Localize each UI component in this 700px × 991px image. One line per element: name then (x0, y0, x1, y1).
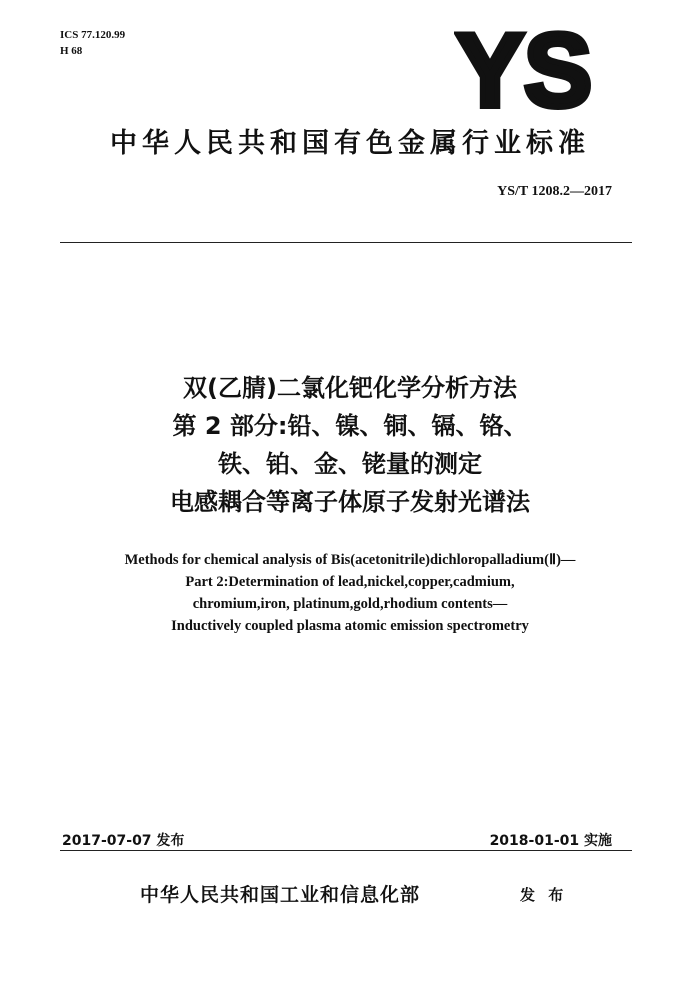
chinese-title-line: 第 2 部分:铅、镍、铜、镉、铬、 (172, 412, 528, 440)
english-title (0, 549, 700, 637)
bottom-divider (60, 850, 632, 851)
english-title-line: chromium,iron, platinum,gold,rhodium contents— (192, 596, 508, 612)
classification-codes (60, 27, 125, 59)
chinese-title-line: 双(乙腈)二氯化钯化学分析方法 (183, 374, 517, 402)
publication-date: 2017-07-07 发布 (62, 833, 185, 849)
chinese-title (0, 369, 700, 521)
implementation-date: 2018-01-01 实施 (489, 833, 612, 849)
ccs-code: H 68 (60, 45, 83, 57)
logo-text: YS (456, 20, 592, 120)
ics-code: ICS 77.120.99 (60, 29, 126, 41)
english-title-line: Part 2:Determination of lead,nickel,copper,cadmium, (185, 574, 515, 590)
issuing-authority: 中华人民共和国工业和信息化部 (140, 884, 421, 906)
standard-number: YS/T 1208.2—2017 (497, 184, 612, 199)
top-divider (60, 242, 632, 243)
standard-category-title: 中华人民共和国有色金属行业标准 (110, 128, 590, 159)
chinese-title-line: 铁、铂、金、铑量的测定 (218, 450, 482, 478)
issue-action: 发 布 (520, 886, 568, 904)
english-title-line: Methods for chemical analysis of Bis(acetonitrile)dichloropalladium(Ⅱ)— (124, 552, 576, 568)
english-title-line: Inductively coupled plasma atomic emission spectrometry (171, 618, 529, 634)
ys-logo (454, 20, 594, 120)
chinese-title-line: 电感耦合等离子体原子发射光谱法 (170, 488, 530, 516)
